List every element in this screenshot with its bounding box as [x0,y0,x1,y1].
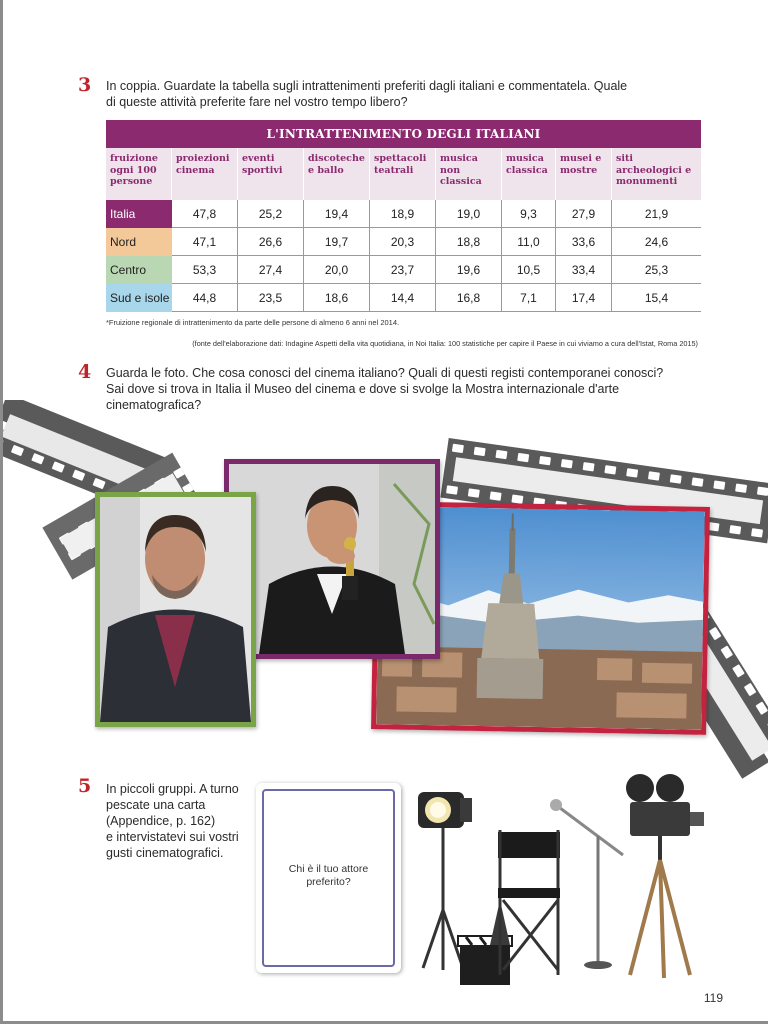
table-cell-region: Sud e isole [106,284,172,312]
table-cell: 15,4 [644,291,669,305]
card-question [266,863,391,889]
table-header-cell: siti archeologici e monumenti [616,153,692,187]
table-cell: 19,0 [436,200,502,228]
table-cell: 21,9 [644,207,669,221]
exercise-5-number: 5 [78,775,92,797]
table-row-centro [106,256,701,284]
table-cell: 23,7 [370,256,436,284]
table-cell-region: Italia [106,200,172,228]
table-header-cell: musica classica [502,148,556,200]
exercise-4-line-1: Guarda le foto. Che cosa conosci del cinema italiano? Quali di questi registi contemporanei conosci? [106,366,664,380]
card-question-line-2: preferito? [306,876,351,888]
table-title: L'INTRATTENIMENTO DEGLI ITALIANI [106,120,701,148]
table-cell: 47,1 [172,228,238,256]
table-cell: 23,5 [238,284,304,312]
table-header-cell: musei e mostre [556,148,612,200]
table-cell: 14,4 [370,284,436,312]
exercise-4-line-3: cinematografica? [106,398,202,412]
page-number: 119 [703,991,723,1005]
director-portrait-image [100,497,251,722]
table-cell: 10,5 [502,256,556,284]
exercise-3-instructions [106,78,706,110]
exercise-3-line-2: di queste attività preferite fare nel vostro tempo libero? [106,95,408,109]
exercise-4-number: 4 [78,361,92,383]
question-card [256,783,401,973]
exercise-3-line-1: In coppia. Guardate la tabella sugli intrattenimenti preferiti dagli italiani e commentatela. Quale [106,79,628,93]
table-cell: 11,0 [502,228,556,256]
table-footnote: *Fruizione regionale di intrattenimento da parte delle persone di almeno 6 anni nel 2014. [106,318,400,327]
table-header-cell: spettacoli teatrali [370,148,436,200]
table-cell: 7,1 [502,284,556,312]
table-cell: 27,4 [238,256,304,284]
exercise-5-line-1: In piccoli gruppi. A turno [106,782,239,796]
photo-director-portrait [95,492,256,727]
director-award-image [229,464,435,654]
table-cell: 18,9 [370,200,436,228]
table-cell: 20,3 [370,228,436,256]
table-cell: 19,7 [304,228,370,256]
exercise-5-line-4: e intervistatevi sui vostri [106,830,239,844]
table-cell: 18,8 [436,228,502,256]
photo-director-with-award [224,459,440,659]
exercise-3-number: 3 [78,74,92,96]
table-cell: 19,6 [436,256,502,284]
table-cell-region: Centro [106,256,172,284]
table-cell: 47,8 [172,200,238,228]
table-cell: 17,4 [556,284,612,312]
table-cell: 26,6 [238,228,304,256]
table-cell: 33,6 [556,228,612,256]
table-cell-region: Nord [106,228,172,256]
card-question-line-1: Chi è il tuo attore [288,863,369,875]
table-cell: 27,9 [556,200,612,228]
table-cell: 9,3 [502,200,556,228]
cinema-equipment-illustration [408,770,728,995]
table-cell: 53,3 [172,256,238,284]
table-header-cell: eventi sportivi [238,148,304,200]
table-cell: 33,4 [556,256,612,284]
exercise-5-instructions [106,781,256,861]
exercise-5-line-3: (Appendice, p. 162) [106,814,216,828]
table-header-cell: fruizione ogni 100 persone [106,148,172,200]
table-cell: 19,4 [304,200,370,228]
table-cell: 25,3 [644,263,669,277]
exercise-4-line-2: Sai dove si trova in Italia il Museo del cinema e dove si svolge la Mostra internazionale d'arte [106,382,620,396]
table-header-row [106,148,701,200]
table-cell: 18,6 [304,284,370,312]
table-row-italia [106,200,701,228]
table-source: (fonte dell'elaborazione dati: Indagine Aspetti della vita quotidiana, in Noi Italia: 100 statistiche per capire il Paese in cui viviamo a cura dell'Istat, Roma 2015) [192,339,698,348]
table-cell: 44,8 [172,284,238,312]
table-cell: 24,6 [644,235,669,249]
microphone-icon [550,799,623,969]
table-header-cell: discoteche e ballo [304,148,370,200]
clapperboard-icon [458,900,512,985]
film-camera-icon [626,774,704,978]
table-cell: 25,2 [238,200,304,228]
table-cell: 20,0 [304,256,370,284]
exercise-5-line-5: gusti cinematografici. [106,846,224,860]
entertainment-table [106,120,701,312]
table-header-cell: proiezioni cinema [172,148,238,200]
table-header-cell: musica non classica [436,148,502,200]
table-row-sud-e-isole [106,284,701,312]
table-row-nord [106,228,701,256]
table-cell: 16,8 [436,284,502,312]
exercise-5-line-2: pescate una carta [106,798,206,812]
